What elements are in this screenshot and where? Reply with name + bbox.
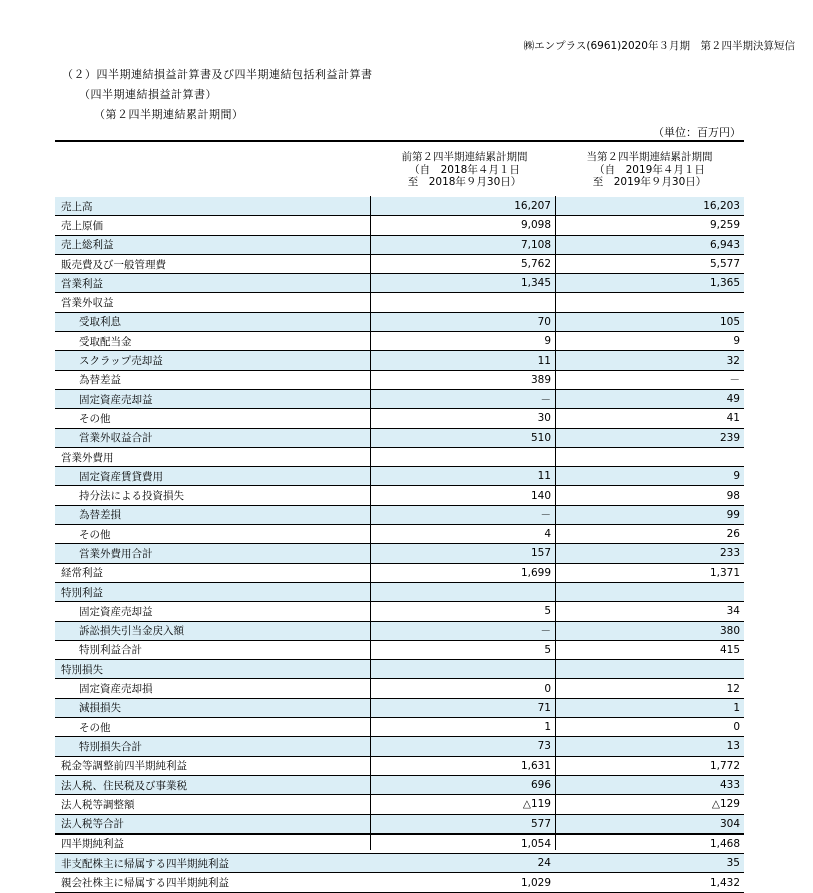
column-header-curr <box>557 151 742 189</box>
row-label: その他 <box>55 409 370 428</box>
row-label: 四半期純利益 <box>55 834 370 854</box>
row-label: 売上高 <box>55 197 370 216</box>
table-row <box>55 447 744 466</box>
prev-value: 510 <box>370 428 555 447</box>
row-label: 受取利息 <box>55 312 370 331</box>
row-label: 税金等調整前四半期純利益 <box>55 756 370 775</box>
prev-value: 4 <box>370 525 555 544</box>
table-top-rule <box>55 140 744 142</box>
row-label: 特別利益 <box>55 582 370 601</box>
row-label: 営業利益 <box>55 274 370 293</box>
curr-value: 26 <box>555 525 744 544</box>
column-divider <box>555 196 556 850</box>
prev-value: 7,108 <box>370 235 555 254</box>
prev-value: 1,699 <box>370 563 555 582</box>
table-row <box>55 197 744 216</box>
row-label: 経常利益 <box>55 563 370 582</box>
table-row <box>55 254 744 273</box>
unit-label: （単位：百万円） <box>653 126 741 139</box>
prev-value: 157 <box>370 544 555 563</box>
row-label: 特別損失 <box>55 660 370 679</box>
table-row <box>55 216 744 235</box>
table-row <box>55 834 744 854</box>
curr-value: － <box>555 370 744 389</box>
table-row <box>55 467 744 486</box>
row-label: その他 <box>55 525 370 544</box>
row-label: 非支配株主に帰属する四半期純利益 <box>55 854 370 873</box>
prev-value: 5,762 <box>370 254 555 273</box>
row-label: 持分法による投資損失 <box>55 486 370 505</box>
prev-value: 5 <box>370 602 555 621</box>
table-row <box>55 582 744 601</box>
row-label: 営業外収益 <box>55 293 370 312</box>
prev-value: 1,029 <box>370 873 555 892</box>
row-label: 法人税、住民税及び事業税 <box>55 775 370 794</box>
curr-value: 9 <box>555 467 744 486</box>
row-label: 特別損失合計 <box>55 737 370 756</box>
curr-value: 1 <box>555 698 744 717</box>
table-row <box>55 660 744 679</box>
document-header: ㈱エンプラス(6961)2020年３月期 第２四半期決算短信 <box>523 40 795 52</box>
prev-value: － <box>370 389 555 408</box>
prev-value: 9,098 <box>370 216 555 235</box>
curr-value: 49 <box>555 389 744 408</box>
prev-value <box>370 660 555 679</box>
table-row <box>55 293 744 312</box>
row-label: スクラップ売却益 <box>55 351 370 370</box>
prev-value <box>370 447 555 466</box>
curr-value <box>555 660 744 679</box>
row-label: 法人税等調整額 <box>55 795 370 814</box>
row-label: 特別利益合計 <box>55 640 370 659</box>
row-label: 受取配当金 <box>55 332 370 351</box>
section-title: （２）四半期連結損益計算書及び四半期連結包括利益計算書 <box>62 68 373 81</box>
curr-value: 233 <box>555 544 744 563</box>
curr-value: 239 <box>555 428 744 447</box>
row-label: 固定資産売却益 <box>55 602 370 621</box>
curr-value: 35 <box>555 854 744 873</box>
table-row <box>55 737 744 756</box>
column-prev-from: （自 2018年４月１日 <box>409 163 520 176</box>
curr-value: 0 <box>555 718 744 737</box>
prev-value <box>370 582 555 601</box>
prev-value: 11 <box>370 351 555 370</box>
table-row <box>55 698 744 717</box>
curr-value: 12 <box>555 679 744 698</box>
table-row <box>55 486 744 505</box>
column-curr-to: 至 2019年９月30日） <box>592 176 707 188</box>
curr-value: 13 <box>555 737 744 756</box>
curr-value: 380 <box>555 621 744 640</box>
row-label: 営業外費用 <box>55 447 370 466</box>
prev-value: 24 <box>370 854 555 873</box>
prev-value: 70 <box>370 312 555 331</box>
prev-value: 0 <box>370 679 555 698</box>
prev-value: 1 <box>370 718 555 737</box>
prev-value: － <box>370 505 555 524</box>
prev-value: 1,631 <box>370 756 555 775</box>
curr-value: △129 <box>555 795 744 814</box>
curr-value: 9 <box>555 332 744 351</box>
table-row <box>55 428 744 447</box>
column-curr-from: （自 2019年４月１日 <box>594 163 705 176</box>
curr-value: 99 <box>555 505 744 524</box>
table-row <box>55 370 744 389</box>
column-curr-title: 当第２四半期連結累計期間 <box>586 151 713 163</box>
curr-value: 1,371 <box>555 563 744 582</box>
table-row <box>55 525 744 544</box>
curr-value: 98 <box>555 486 744 505</box>
table-row <box>55 409 744 428</box>
row-label: 売上原価 <box>55 216 370 235</box>
prev-value: △119 <box>370 795 555 814</box>
prev-value: 140 <box>370 486 555 505</box>
curr-value: 304 <box>555 814 744 834</box>
curr-value: 433 <box>555 775 744 794</box>
column-prev-title: 前第２四半期連結累計期間 <box>401 151 528 163</box>
table-row <box>55 718 744 737</box>
prev-value: 1,345 <box>370 274 555 293</box>
table-row <box>55 312 744 331</box>
row-label: 営業外収益合計 <box>55 428 370 447</box>
curr-value: 1,468 <box>555 834 744 854</box>
income-statement-body <box>55 197 744 892</box>
column-prev-to: 至 2018年９月30日） <box>407 176 522 188</box>
table-row <box>55 544 744 563</box>
table-row <box>55 332 744 351</box>
row-label: 法人税等合計 <box>55 814 370 834</box>
table-row <box>55 795 744 814</box>
prev-value: 5 <box>370 640 555 659</box>
prev-value: 16,207 <box>370 197 555 216</box>
curr-value: 16,203 <box>555 197 744 216</box>
prev-value: 696 <box>370 775 555 794</box>
income-statement-table <box>55 197 744 893</box>
table-row <box>55 505 744 524</box>
table-row <box>55 756 744 775</box>
prev-value <box>370 293 555 312</box>
row-label: 親会社株主に帰属する四半期純利益 <box>55 873 370 892</box>
curr-value: 1,432 <box>555 873 744 892</box>
table-row <box>55 351 744 370</box>
prev-value: 9 <box>370 332 555 351</box>
table-row <box>55 679 744 698</box>
prev-value: 11 <box>370 467 555 486</box>
prev-value: － <box>370 621 555 640</box>
table-row <box>55 274 744 293</box>
curr-value: 32 <box>555 351 744 370</box>
curr-value: 9,259 <box>555 216 744 235</box>
row-label: 固定資産売却損 <box>55 679 370 698</box>
row-label: 販売費及び一般管理費 <box>55 254 370 273</box>
curr-value: 34 <box>555 602 744 621</box>
statement-subtitle: （四半期連結損益計算書） <box>79 88 217 101</box>
row-label: 固定資産売却益 <box>55 389 370 408</box>
period-subtitle: （第２四半期連結累計期間） <box>94 108 244 121</box>
column-divider <box>370 196 371 850</box>
table-row <box>55 621 744 640</box>
table-row <box>55 389 744 408</box>
table-row <box>55 854 744 873</box>
curr-value: 41 <box>555 409 744 428</box>
table-row <box>55 814 744 834</box>
prev-value: 389 <box>370 370 555 389</box>
table-row <box>55 563 744 582</box>
table-row <box>55 640 744 659</box>
row-label: 固定資産賃貸費用 <box>55 467 370 486</box>
curr-value: 105 <box>555 312 744 331</box>
prev-value: 71 <box>370 698 555 717</box>
row-label: 為替差益 <box>55 370 370 389</box>
row-label: 売上総利益 <box>55 235 370 254</box>
curr-value <box>555 293 744 312</box>
prev-value: 1,054 <box>370 834 555 854</box>
curr-value <box>555 582 744 601</box>
row-label: 為替差損 <box>55 505 370 524</box>
curr-value: 1,365 <box>555 274 744 293</box>
table-row <box>55 235 744 254</box>
column-header-prev <box>372 151 557 189</box>
row-label: その他 <box>55 718 370 737</box>
table-row <box>55 602 744 621</box>
prev-value: 577 <box>370 814 555 834</box>
row-label: 営業外費用合計 <box>55 544 370 563</box>
curr-value: 415 <box>555 640 744 659</box>
curr-value: 1,772 <box>555 756 744 775</box>
prev-value: 30 <box>370 409 555 428</box>
row-label: 訴訟損失引当金戻入額 <box>55 621 370 640</box>
curr-value: 6,943 <box>555 235 744 254</box>
curr-value <box>555 447 744 466</box>
table-row <box>55 775 744 794</box>
prev-value: 73 <box>370 737 555 756</box>
curr-value: 5,577 <box>555 254 744 273</box>
row-label: 減損損失 <box>55 698 370 717</box>
